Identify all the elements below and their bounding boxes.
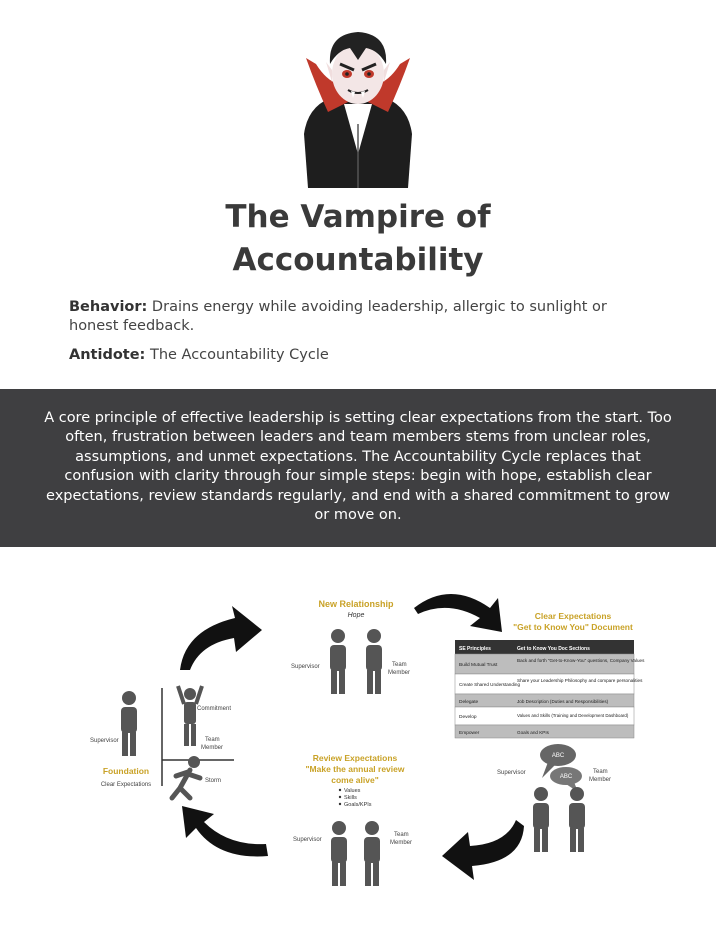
foundation-commitment-label: Commitment — [197, 706, 232, 712]
table-row-3-col-1: Delegate — [459, 700, 479, 705]
page-title-line-2: Accountability — [232, 242, 484, 278]
foundation-team-label-2: Member — [201, 745, 224, 751]
arrow-top-left-icon — [180, 606, 262, 670]
antidote-line — [69, 346, 659, 365]
speech-bubble-2-text: ABC — [559, 774, 573, 780]
review-right-label-2: Member — [390, 840, 413, 846]
antidote-text: The Accountability Cycle — [145, 347, 329, 363]
table-row-3-col-2: Job Description (Duties and Responsibilities) — [517, 699, 609, 704]
talk-right-label-2: Member — [589, 777, 612, 783]
expectations-table — [455, 640, 645, 738]
talk-left-label: Supervisor — [497, 770, 526, 776]
commitment-figure-icon — [178, 686, 202, 746]
review-bullet-3: Goals/KPIs — [344, 802, 372, 808]
speech-bubble-1-text: ABC — [551, 753, 565, 759]
foundation-subtitle: Clear Expectations — [100, 782, 152, 788]
arrow-bottom-left-icon — [182, 806, 268, 856]
table-row-1-col-2: Back and forth "Get-to-Know-You" questions, Company Values — [517, 658, 645, 663]
supervisor-figure-review — [331, 821, 347, 886]
table-row-1-col-1: Build Mutual Trust — [459, 663, 498, 668]
page-title — [0, 196, 716, 282]
vampire-icon — [298, 24, 418, 188]
review-right-label-1: Team — [394, 832, 409, 838]
summary-text: A core principle of effective leadership is setting clear expectations from the start. Too often, frustration between leaders and team members stems from unclear roles, assumptions, and unmet expectations. The Accountability Cycle replaces that confusion with clarity through four simple steps: begin with hope, establish clear expectations, review standards regularly, and end with a shared commitment to grow or move on. — [44, 410, 672, 524]
new-relationship-right-label-2: Member — [388, 670, 411, 676]
table-row-2-col-2: Share your Leadership Philosophy and compare personalities — [517, 678, 643, 683]
new-relationship-title: New Relationship — [318, 599, 394, 609]
clear-expectations-title-2: "Get to Know You" Document — [513, 622, 633, 632]
description-block — [69, 298, 659, 375]
supervisor-figure-foundation — [121, 691, 137, 756]
hero-section — [0, 0, 716, 390]
table-header-1: SE Principles — [459, 646, 491, 652]
table-row-5-col-2: Goals and KPIs — [517, 730, 549, 735]
behavior-text: Drains energy while avoiding leadership, allergic to sunlight or honest feedback. — [69, 299, 607, 334]
new-relationship-subtitle: Hope — [347, 612, 365, 619]
table-row-4-col-2: Values and Skills (Training and Development Dashboard) — [517, 713, 629, 718]
cycle-svg — [0, 560, 716, 930]
clear-expectations-title-1: Clear Expectations — [534, 611, 612, 621]
talk-right-label-1: Team — [593, 769, 608, 775]
table-row-5-col-1: Empower — [459, 731, 480, 736]
supervisor-figure-talk — [533, 787, 549, 852]
review-title-1: Review Expectations — [312, 753, 398, 763]
table-header-2: Get to Know You Doc Sections — [517, 646, 590, 652]
table-row-4-col-1: Develop — [459, 715, 477, 720]
page-title-line-1: The Vampire of — [225, 199, 491, 235]
supervisor-figure-top — [330, 629, 346, 694]
arrow-bottom-right-icon — [442, 820, 524, 880]
review-bullet-1: Values — [344, 788, 361, 794]
table-row-2-col-1: Create Shared Understanding — [459, 682, 521, 687]
review-bullet-2: Skills — [344, 795, 357, 801]
storm-label: Storm — [205, 778, 222, 784]
behavior-label: Behavior: — [69, 299, 148, 315]
team-member-figure-top — [366, 629, 382, 694]
team-member-figure-review — [364, 821, 380, 886]
antidote-label: Antidote: — [69, 347, 146, 363]
review-title-3: come alive" — [331, 775, 379, 785]
summary-band — [0, 389, 716, 547]
foundation-supervisor-label: Supervisor — [90, 738, 119, 744]
accountability-cycle-diagram — [0, 560, 716, 930]
review-title-2: "Make the annual review — [305, 764, 405, 774]
storm-figure-icon — [172, 756, 200, 798]
foundation-team-label-1: Team — [205, 737, 220, 743]
new-relationship-right-label-1: Team — [392, 662, 407, 668]
new-relationship-left-label: Supervisor — [291, 664, 320, 670]
foundation-title: Foundation — [102, 766, 150, 776]
review-left-label: Supervisor — [293, 837, 322, 843]
team-member-figure-talk — [569, 787, 585, 852]
behavior-line — [69, 298, 659, 336]
arrow-top-right-icon — [414, 594, 502, 632]
